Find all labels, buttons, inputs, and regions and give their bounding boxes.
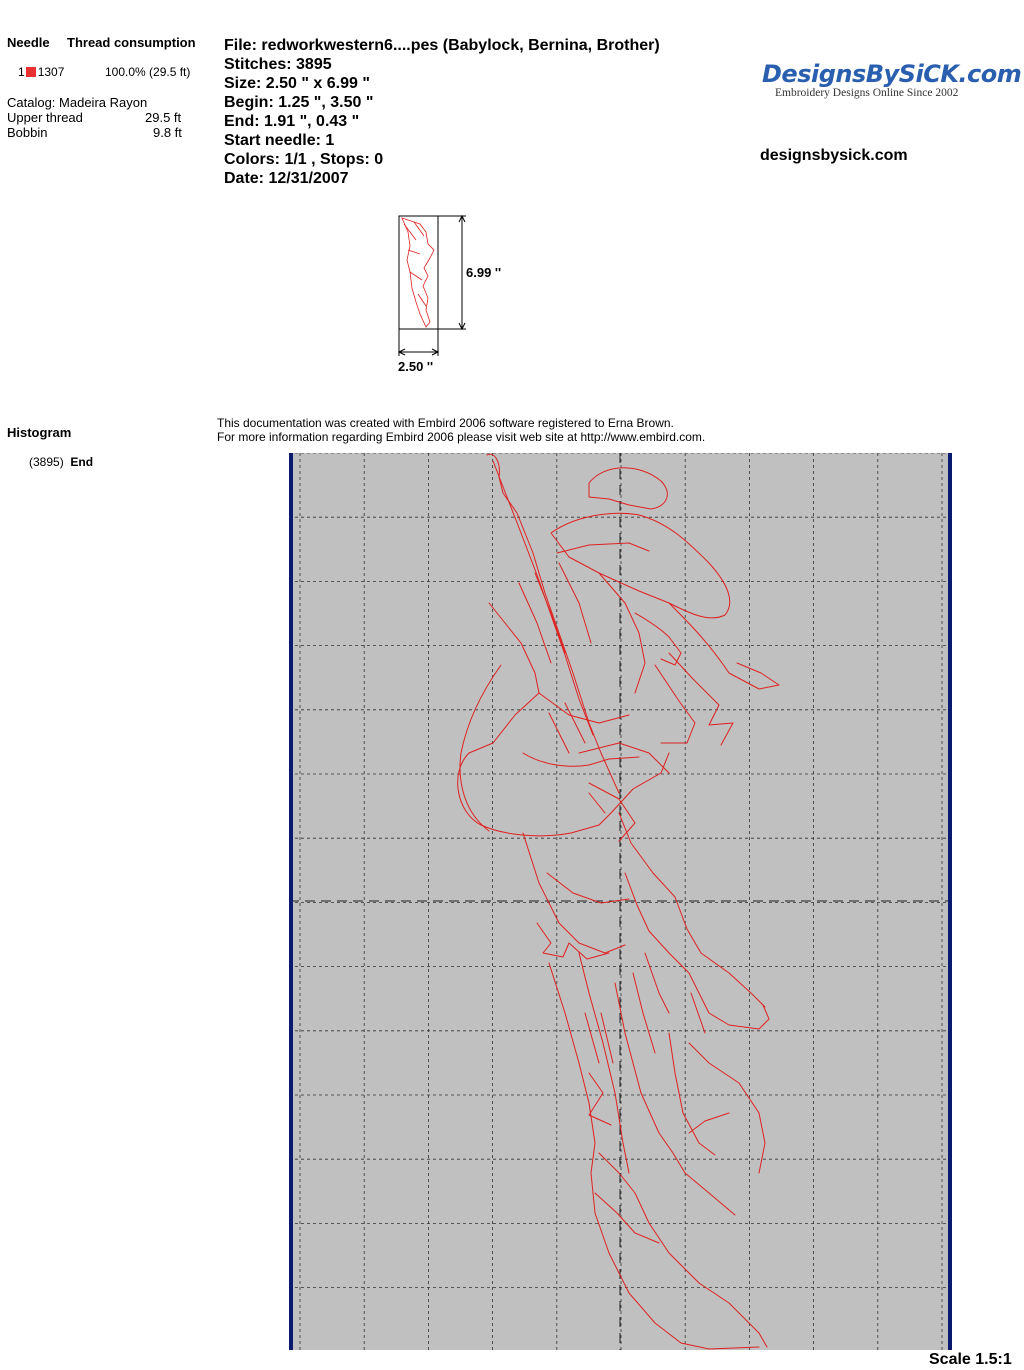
histogram-count: (3895)	[29, 455, 64, 469]
credit-line-2: For more information regarding Embird 2006 please visit web site at http://www.embird.com.	[217, 430, 706, 444]
begin-position: Begin: 1.25 ", 3.50 "	[224, 94, 374, 111]
stitches-count: Stitches: 3895	[224, 56, 332, 73]
logo-wordmark: DesignsBySiCK.com	[762, 60, 1022, 88]
thread-consumption-value: 100.0% (29.5 ft)	[105, 65, 191, 79]
hoop-left-edge	[289, 453, 293, 1350]
hoop-right-edge	[948, 453, 952, 1350]
histogram-entry	[29, 455, 93, 469]
design-thumbnail	[390, 210, 520, 380]
needle-header: Needle	[7, 35, 50, 50]
histogram-label: Histogram	[7, 425, 72, 440]
design-date: Date: 12/31/2007	[224, 170, 349, 187]
start-needle: Start needle: 1	[224, 132, 335, 149]
scale-label: Scale 1.5:1	[929, 1351, 1012, 1368]
upper-thread-label: Upper thread	[7, 110, 83, 125]
thumbnail-width-label: 2.50 ''	[398, 359, 434, 374]
file-info	[224, 36, 660, 188]
upper-thread-value: 29.5 ft	[145, 110, 182, 125]
end-position: End: 1.91 ", 0.43 "	[224, 113, 360, 130]
needle-number: 1	[18, 65, 25, 79]
brand-logo	[762, 60, 1021, 88]
website-label: designsbysick.com	[760, 147, 908, 164]
thumbnail-height-label: 6.99 ''	[466, 265, 502, 280]
histogram-end: End	[70, 455, 94, 469]
credit-line-1: This documentation was created with Embird 2006 software registered to Erna Brown.	[217, 416, 674, 430]
bobbin-value: 9.8 ft	[153, 125, 182, 140]
design-size: Size: 2.50 " x 6.99 "	[224, 75, 370, 92]
cowboy-stitch-outline	[289, 453, 952, 1350]
logo-tagline: Embroidery Designs Online Since 2002	[775, 87, 959, 99]
design-preview	[289, 453, 952, 1350]
colors-stops: Colors: 1/1 , Stops: 0	[224, 151, 384, 168]
thread-code: 1307	[37, 65, 65, 79]
thread-consumption-header: Thread consumption	[67, 35, 196, 50]
catalog-label: Catalog: Madeira Rayon	[7, 95, 148, 110]
thread-color-swatch	[26, 67, 36, 77]
thread-row	[18, 65, 64, 79]
bobbin-label: Bobbin	[7, 125, 48, 140]
file-name: File: redworkwestern6....pes (Babylock, Bernina, Brother)	[224, 37, 660, 54]
